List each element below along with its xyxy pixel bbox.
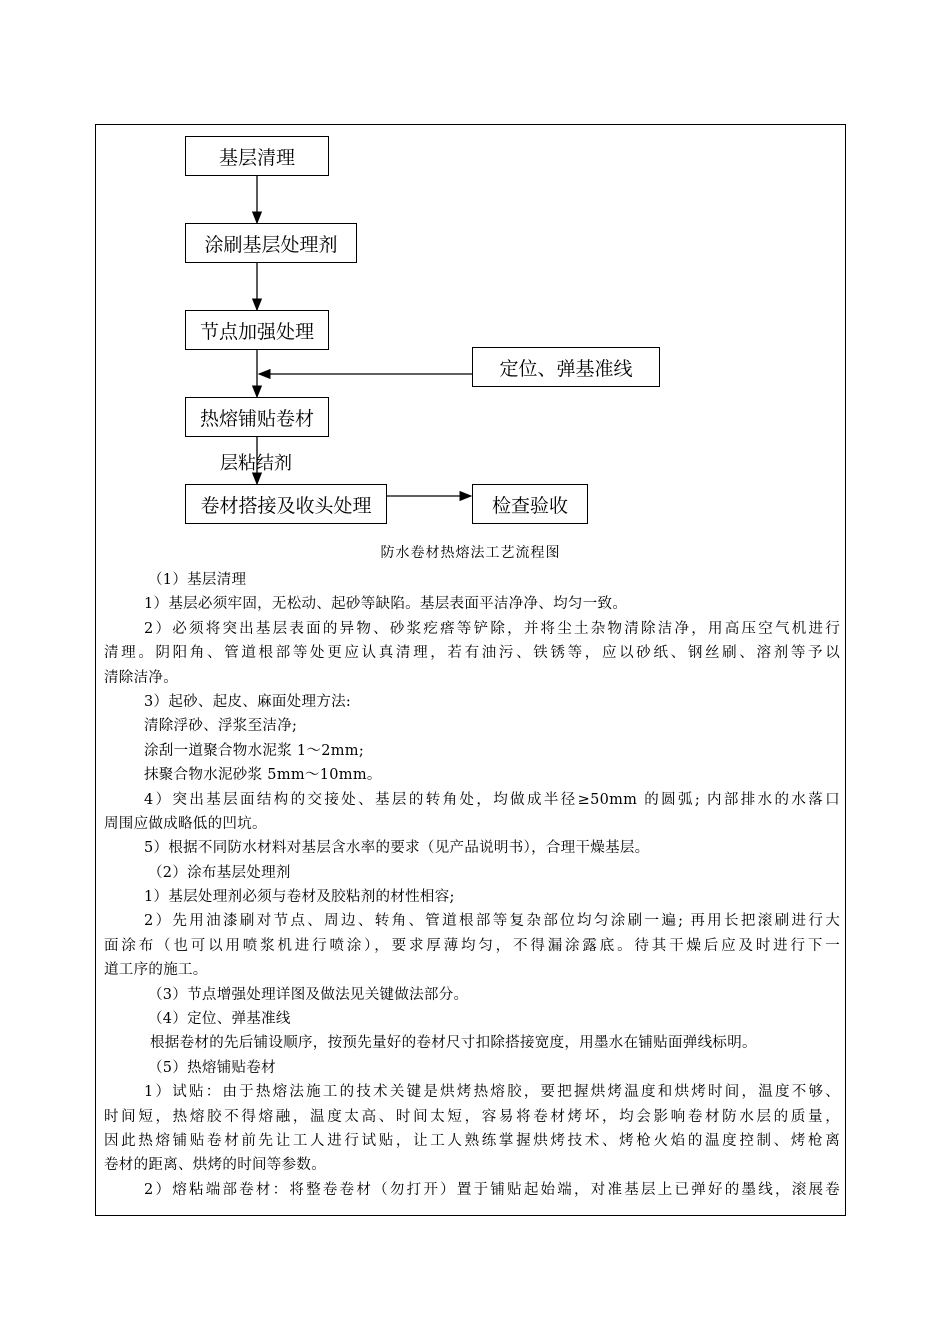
paragraph-line: 4）突出基层面结构的交接处、基层的转角处，均做成半径≥50mm 的圆弧; 内部排水的水落口 — [144, 791, 840, 808]
paragraph-line: 1）基层必须牢固，无松动、起砂等缺陷。基层表面平洁净净、均匀一致。 — [144, 596, 628, 613]
flow-step-hot-melt: 热熔铺贴卷材 — [185, 397, 329, 437]
section-heading: （2）涂布基层处理剂 — [148, 864, 291, 881]
paragraph-line: 2）熔粘端部卷材：将整卷卷材（勿打开）置于铺贴起始端，对准基层上已弹好的墨线，滚展卷 — [144, 1181, 840, 1198]
flow-step-primer: 涂刷基层处理剂 — [185, 223, 357, 263]
paragraph-line: 5）根据不同防水材料对基层含水率的要求（见产品说明书），合理干燥基层。 — [144, 840, 650, 857]
paragraph-line: 清除洁净。 — [104, 669, 178, 686]
paragraph-line: 1）试贴：由于热熔法施工的技术关键是烘烤热熔胶，要把握烘烤温度和烘烤时间，温度不够、 — [144, 1084, 840, 1101]
paragraph-line: 时间短，热熔胶不得熔融，温度太高、时间太短，容易将卷材烤坏，均会影响卷材防水层的质量， — [104, 1108, 840, 1125]
paragraph-line: 2）必须将突出基层表面的异物、砂浆疙瘩等铲除，并将尘土杂物清除洁净，用高压空气机进行 — [144, 620, 840, 637]
flow-step-inspection: 检查验收 — [472, 484, 588, 524]
section-heading: （5）热熔铺贴卷材 — [148, 1059, 276, 1076]
section-heading: （4）定位、弹基准线 — [148, 1011, 291, 1028]
flow-step-node-reinforce: 节点加强处理 — [185, 310, 329, 350]
flow-step-positioning: 定位、弹基准线 — [472, 347, 660, 387]
flow-step-base-cleaning: 基层清理 — [185, 136, 329, 176]
paragraph-line: 1）基层处理剂必须与卷材及胶粘剂的材性相容; — [144, 889, 455, 906]
paragraph-line: 清理。阴阳角、管道根部等处更应认真清理，若有油污、铁锈等，应以砂纸、钢丝刷、溶剂等予以 — [104, 645, 840, 662]
paragraph-line: 道工序的施工。 — [104, 962, 208, 979]
paragraph-line: 卷材的距离、烘烤的时间等参数。 — [104, 1157, 326, 1174]
paragraph-line: 2）先用油漆刷对节点、周边、转角、管道根部等复杂部位均匀涂刷一遍; 再用长把滚刷进行大 — [144, 913, 840, 930]
body-text — [104, 568, 840, 1202]
paragraph-line: 涂刮一道聚合物水泥浆 1～2mm; — [144, 742, 365, 759]
paragraph-line: 清除浮砂、浮浆至洁净; — [144, 718, 298, 735]
paragraph-line: 面涂布（也可以用喷浆机进行喷涂），要求厚薄均匀，不得漏涂露底。待其干燥后应及时进行下一 — [104, 937, 840, 954]
paragraph-line: 周围应做成略低的凹坑。 — [104, 815, 267, 832]
flowchart-caption: 防水卷材热熔法工艺流程图 — [380, 545, 561, 561]
paragraph-line: 抹聚合物水泥砂浆 5mm～10mm。 — [144, 767, 382, 784]
paragraph-line: 3）起砂、起皮、麻面处理方法: — [144, 693, 352, 710]
flow-side-label: 层粘结剂 — [220, 453, 292, 474]
section-heading: （1）基层清理 — [148, 572, 247, 588]
paragraph-line: 根据卷材的先后铺设顺序，按预先量好的卷材尺寸扣除搭接宽度，用墨水在铺贴面弹线标明。 — [150, 1035, 757, 1052]
flow-step-overlap-finish: 卷材搭接及收头处理 — [185, 484, 387, 524]
section-heading: （3）节点增强处理详图及做法见关键做法部分。 — [148, 986, 469, 1003]
paragraph-line: 因此热熔铺贴卷材前先让工人进行试贴，让工人熟练掌握烘烤技术、烤枪火焰的温度控制、烤枪离 — [104, 1132, 840, 1149]
